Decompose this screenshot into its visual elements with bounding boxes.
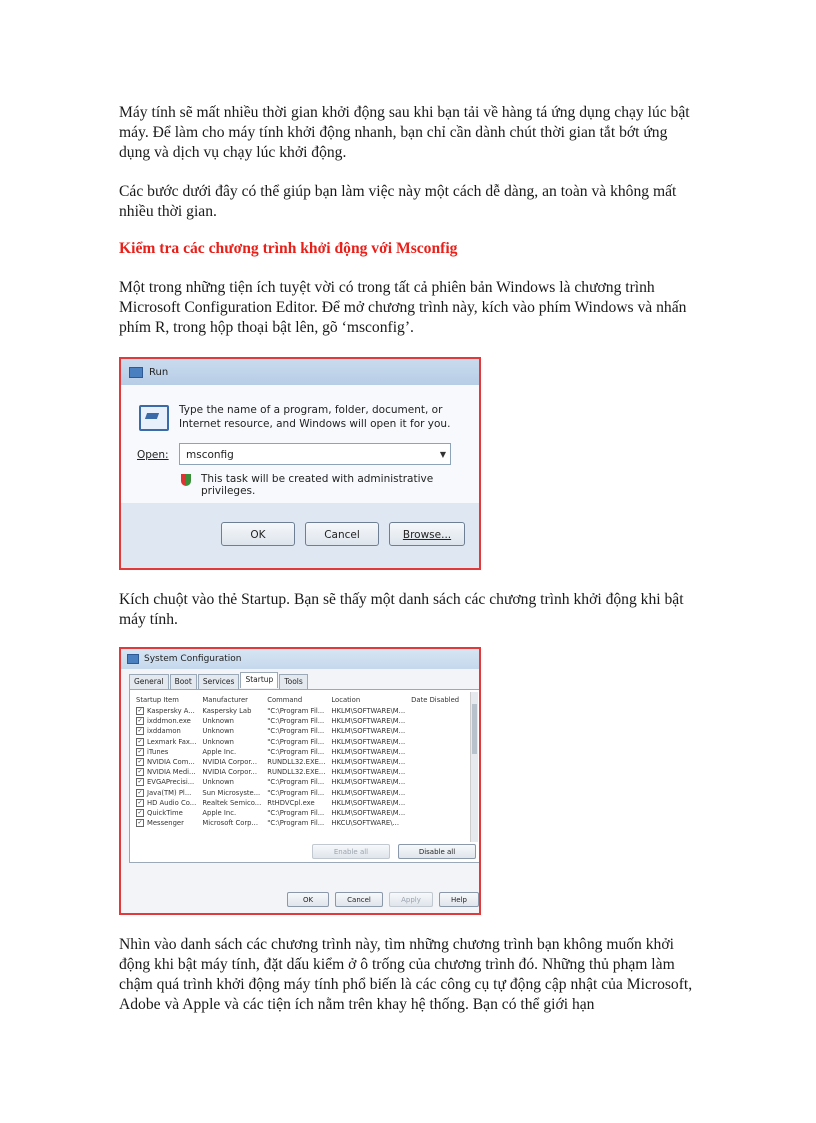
startup-item-cell[interactable] <box>134 818 200 828</box>
run-body <box>121 385 479 503</box>
cell-text: RUNDLL32.EXE... <box>267 768 326 777</box>
syscfg-tabs <box>129 674 309 690</box>
startup-item-cell[interactable] <box>134 767 200 777</box>
startup-item-cell[interactable] <box>134 788 200 798</box>
startup-checkbox[interactable]: ✓ <box>137 798 143 806</box>
tab-boot[interactable]: Boot <box>170 674 197 690</box>
location-cell <box>329 777 409 787</box>
run-dialog-screenshot <box>119 357 481 570</box>
date-disabled-cell <box>409 767 463 777</box>
manufacturer-cell <box>200 788 265 798</box>
table-row[interactable] <box>134 798 463 808</box>
cell-text: ixddmon.exe <box>147 717 191 726</box>
cell-text: HKLM\SOFTWARE\M... <box>331 717 406 726</box>
table-row[interactable] <box>134 757 463 767</box>
help-button[interactable]: Help <box>439 892 479 907</box>
ok-button[interactable]: OK <box>287 892 329 907</box>
cell-text: Unknown <box>202 778 234 787</box>
manufacturer-cell <box>200 737 265 747</box>
syscfg-titlebar <box>121 649 479 669</box>
command-cell <box>265 788 329 798</box>
table-row[interactable] <box>134 788 463 798</box>
cell-text: HKLM\SOFTWARE\M... <box>331 778 406 787</box>
date-disabled-cell <box>409 737 463 747</box>
cell-text: Messenger <box>147 819 184 828</box>
startup-checkbox[interactable]: ✓ <box>137 707 143 715</box>
date-disabled-cell <box>409 808 463 818</box>
startup-checkbox[interactable]: ✓ <box>137 819 143 827</box>
cell-text: QuickTime <box>147 808 183 817</box>
manufacturer-cell <box>200 716 265 726</box>
cell-text: Unknown <box>202 737 234 746</box>
startup-checkbox[interactable]: ✓ <box>137 808 143 816</box>
manufacturer-cell <box>200 808 265 818</box>
cell-text: RUNDLL32.EXE... <box>267 758 326 767</box>
run-title: Run <box>149 366 169 378</box>
cell-text: HKLM\SOFTWARE\M... <box>331 727 406 736</box>
table-header-row <box>134 696 463 706</box>
command-cell <box>265 747 329 757</box>
cell-text: HKCU\SOFTWARE\... <box>331 819 399 828</box>
cell-text: Sun Microsyste... <box>202 788 261 797</box>
date-disabled-cell <box>409 706 463 716</box>
startup-checkbox[interactable]: ✓ <box>137 717 143 725</box>
column-header[interactable]: Location <box>331 696 361 704</box>
cell-text: "C:\Program Fil... <box>267 819 325 828</box>
disable-all-button[interactable]: Disable all <box>398 844 476 859</box>
startup-item-cell[interactable] <box>134 706 200 716</box>
cell-text: "C:\Program Fil... <box>267 788 325 797</box>
tab-startup[interactable]: Startup <box>240 672 278 688</box>
startup-item-cell[interactable] <box>134 747 200 757</box>
shield-icon <box>181 474 191 486</box>
location-cell <box>329 747 409 757</box>
enable-all-button[interactable]: Enable all <box>312 844 390 859</box>
startup-checkbox[interactable]: ✓ <box>137 778 143 786</box>
command-cell <box>265 757 329 767</box>
system-configuration-screenshot <box>119 647 481 915</box>
cell-text: HKLM\SOFTWARE\M... <box>331 798 406 807</box>
ok-button[interactable]: OK <box>221 522 295 546</box>
run-program-icon <box>139 405 169 431</box>
cell-text: Kaspersky A... <box>147 707 195 716</box>
command-cell <box>265 706 329 716</box>
cell-text: "C:\Program Fil... <box>267 808 325 817</box>
startup-item-cell[interactable] <box>134 757 200 767</box>
table-row[interactable] <box>134 716 463 726</box>
date-disabled-cell <box>409 788 463 798</box>
location-cell <box>329 788 409 798</box>
cell-text: iTunes <box>147 747 169 756</box>
conclusion-paragraph: Nhìn vào danh sách các chương trình này, tìm những chương trình bạn không muốn khởi động khi bật máy tính, đặt dấu kiểm ở ô trống của chương trình đó. Những thủ phạm làm chậm quá trình khởi động máy tính phổ biến là các công cụ tự động cập nhật của Microsoft, Adobe và Apple và các tiện ích nằm trên khay hệ thống. Bạn có thể giới hạn <box>119 936 693 1013</box>
startup-item-cell[interactable] <box>134 737 200 747</box>
open-input[interactable] <box>179 443 451 465</box>
cancel-button[interactable]: Cancel <box>335 892 383 907</box>
cell-text: HKLM\SOFTWARE\M... <box>331 707 406 716</box>
column-header[interactable]: Manufacturer <box>202 696 248 704</box>
section-heading: Kiểm tra các chương trình khởi động với Msconfig <box>119 240 458 257</box>
startup-checkbox[interactable]: ✓ <box>137 758 143 766</box>
command-cell <box>265 818 329 828</box>
cell-text: Realtek Semico... <box>202 798 262 807</box>
location-cell <box>329 737 409 747</box>
cell-text: EVGAPrecisi... <box>147 778 195 787</box>
location-cell <box>329 757 409 767</box>
date-disabled-cell <box>409 757 463 767</box>
cell-text: Kaspersky Lab <box>202 707 252 716</box>
date-disabled-cell <box>409 726 463 736</box>
open-input-value: msconfig <box>186 449 234 461</box>
tab-services[interactable]: Services <box>198 674 240 690</box>
table-row[interactable] <box>134 726 463 736</box>
cell-text: Apple Inc. <box>202 808 237 817</box>
syscfg-title: System Configuration <box>144 654 242 664</box>
startup-item-cell[interactable] <box>134 777 200 787</box>
cell-text: "C:\Program Fil... <box>267 737 325 746</box>
command-cell <box>265 726 329 736</box>
startup-checkbox[interactable]: ✓ <box>137 788 143 796</box>
location-cell <box>329 726 409 736</box>
date-disabled-cell <box>409 747 463 757</box>
intro-paragraph: Máy tính sẽ mất nhiều thời gian khởi động sau khi bạn tải về hàng tá ứng dụng chạy lúc bật máy. Để làm cho máy tính khởi động nhanh, bạn chỉ cần dành chút thời gian tắt bớt ứng dụng và dịch vụ chạy lúc khởi động. <box>119 104 690 161</box>
chevron-down-icon[interactable]: ▼ <box>439 450 446 459</box>
startup-checkbox[interactable]: ✓ <box>137 727 143 735</box>
cell-text: "C:\Program Fil... <box>267 707 325 716</box>
table-row[interactable] <box>134 747 463 757</box>
cell-text: RtHDVCpl.exe <box>267 798 315 807</box>
run-window-icon <box>129 367 143 378</box>
location-cell <box>329 716 409 726</box>
command-cell <box>265 716 329 726</box>
cell-text: HKLM\SOFTWARE\M... <box>331 788 406 797</box>
startup-item-cell[interactable] <box>134 798 200 808</box>
scrollbar[interactable] <box>470 692 478 842</box>
cell-text: HKLM\SOFTWARE\M... <box>331 768 406 777</box>
startup-item-cell[interactable] <box>134 716 200 726</box>
table-row[interactable] <box>134 706 463 716</box>
startup-item-cell[interactable] <box>134 726 200 736</box>
syscfg-window-icon <box>127 654 139 664</box>
cell-text: "C:\Program Fil... <box>267 747 325 756</box>
column-header[interactable]: Date Disabled <box>411 696 460 704</box>
date-disabled-cell <box>409 818 463 828</box>
command-cell <box>265 808 329 818</box>
cell-text: Microsoft Corp... <box>202 819 258 828</box>
startup-checkbox[interactable]: ✓ <box>137 737 143 745</box>
cell-text: NVIDIA Corpor... <box>202 758 258 767</box>
cell-text: NVIDIA Com... <box>147 758 195 767</box>
command-cell <box>265 767 329 777</box>
manufacturer-cell <box>200 757 265 767</box>
cell-text: Unknown <box>202 717 234 726</box>
manufacturer-cell <box>200 706 265 716</box>
cell-text: HD Audio Co... <box>147 798 197 807</box>
location-cell <box>329 818 409 828</box>
browse-button[interactable]: Browse... <box>389 522 465 546</box>
run-description: Type the name of a program, folder, document, or Internet resource, and Windows will open it for you. <box>179 404 451 430</box>
run-titlebar <box>121 359 479 385</box>
table-row[interactable] <box>134 777 463 787</box>
date-disabled-cell <box>409 777 463 787</box>
table-row[interactable] <box>134 818 463 828</box>
column-header[interactable]: Startup Item <box>136 696 179 704</box>
manufacturer-cell <box>200 798 265 808</box>
cell-text: "C:\Program Fil... <box>267 727 325 736</box>
cell-text: NVIDIA Corpor... <box>202 768 258 777</box>
command-cell <box>265 737 329 747</box>
cell-text: Lexmark Fax... <box>147 737 197 746</box>
cell-text: ixddamon <box>147 727 181 736</box>
command-cell <box>265 777 329 787</box>
column-header[interactable]: Command <box>267 696 303 704</box>
cell-text: "C:\Program Fil... <box>267 778 325 787</box>
date-disabled-cell <box>409 716 463 726</box>
location-cell <box>329 798 409 808</box>
cell-text: HKLM\SOFTWARE\M... <box>331 808 406 817</box>
startup-table <box>134 696 463 828</box>
manufacturer-cell <box>200 818 265 828</box>
cell-text: HKLM\SOFTWARE\M... <box>331 737 406 746</box>
tab-general[interactable]: General <box>129 674 169 690</box>
manufacturer-cell <box>200 747 265 757</box>
command-cell <box>265 798 329 808</box>
cell-text: "C:\Program Fil... <box>267 717 325 726</box>
startup-checkbox[interactable]: ✓ <box>137 747 143 755</box>
manufacturer-cell <box>200 777 265 787</box>
location-cell <box>329 767 409 777</box>
tab-tools[interactable]: Tools <box>279 674 307 690</box>
date-disabled-cell <box>409 798 463 808</box>
startup-rows <box>134 706 463 828</box>
open-label: Open: <box>137 449 169 461</box>
startup-checkbox[interactable]: ✓ <box>137 768 143 776</box>
admin-note: This task will be created with administrative privileges. <box>201 473 434 497</box>
steps-paragraph: Các bước dưới đây có thể giúp bạn làm việc này một cách dễ dàng, an toàn và không mất nhiều thời gian. <box>119 183 677 220</box>
manufacturer-cell <box>200 767 265 777</box>
cell-text: Apple Inc. <box>202 747 237 756</box>
manufacturer-cell <box>200 726 265 736</box>
cell-text: Java(TM) Pl... <box>147 788 192 797</box>
cell-text: HKLM\SOFTWARE\M... <box>331 747 406 756</box>
table-row[interactable] <box>134 737 463 747</box>
cell-text: HKLM\SOFTWARE\M... <box>331 758 406 767</box>
apply-button[interactable]: Apply <box>389 892 433 907</box>
scrollbar-thumb[interactable] <box>472 704 477 754</box>
location-cell <box>329 808 409 818</box>
startup-paragraph: Kích chuột vào thẻ Startup. Bạn sẽ thấy một danh sách các chương trình khởi động khi bật máy tính. <box>119 591 684 628</box>
startup-panel <box>129 689 481 863</box>
cell-text: NVIDIA Medi... <box>147 768 196 777</box>
cell-text: Unknown <box>202 727 234 736</box>
location-cell <box>329 706 409 716</box>
table-row[interactable] <box>134 767 463 777</box>
table-row[interactable] <box>134 808 463 818</box>
startup-item-cell[interactable] <box>134 808 200 818</box>
cancel-button[interactable]: Cancel <box>305 522 379 546</box>
msconfig-paragraph: Một trong những tiện ích tuyệt vời có trong tất cả phiên bản Windows là chương trình Microsoft Configuration Editor. Để mở chương trình này, kích vào phím Windows và nhấn phím R, trong hộp thoại bật lên, gõ ‘msconfig’. <box>119 279 687 336</box>
